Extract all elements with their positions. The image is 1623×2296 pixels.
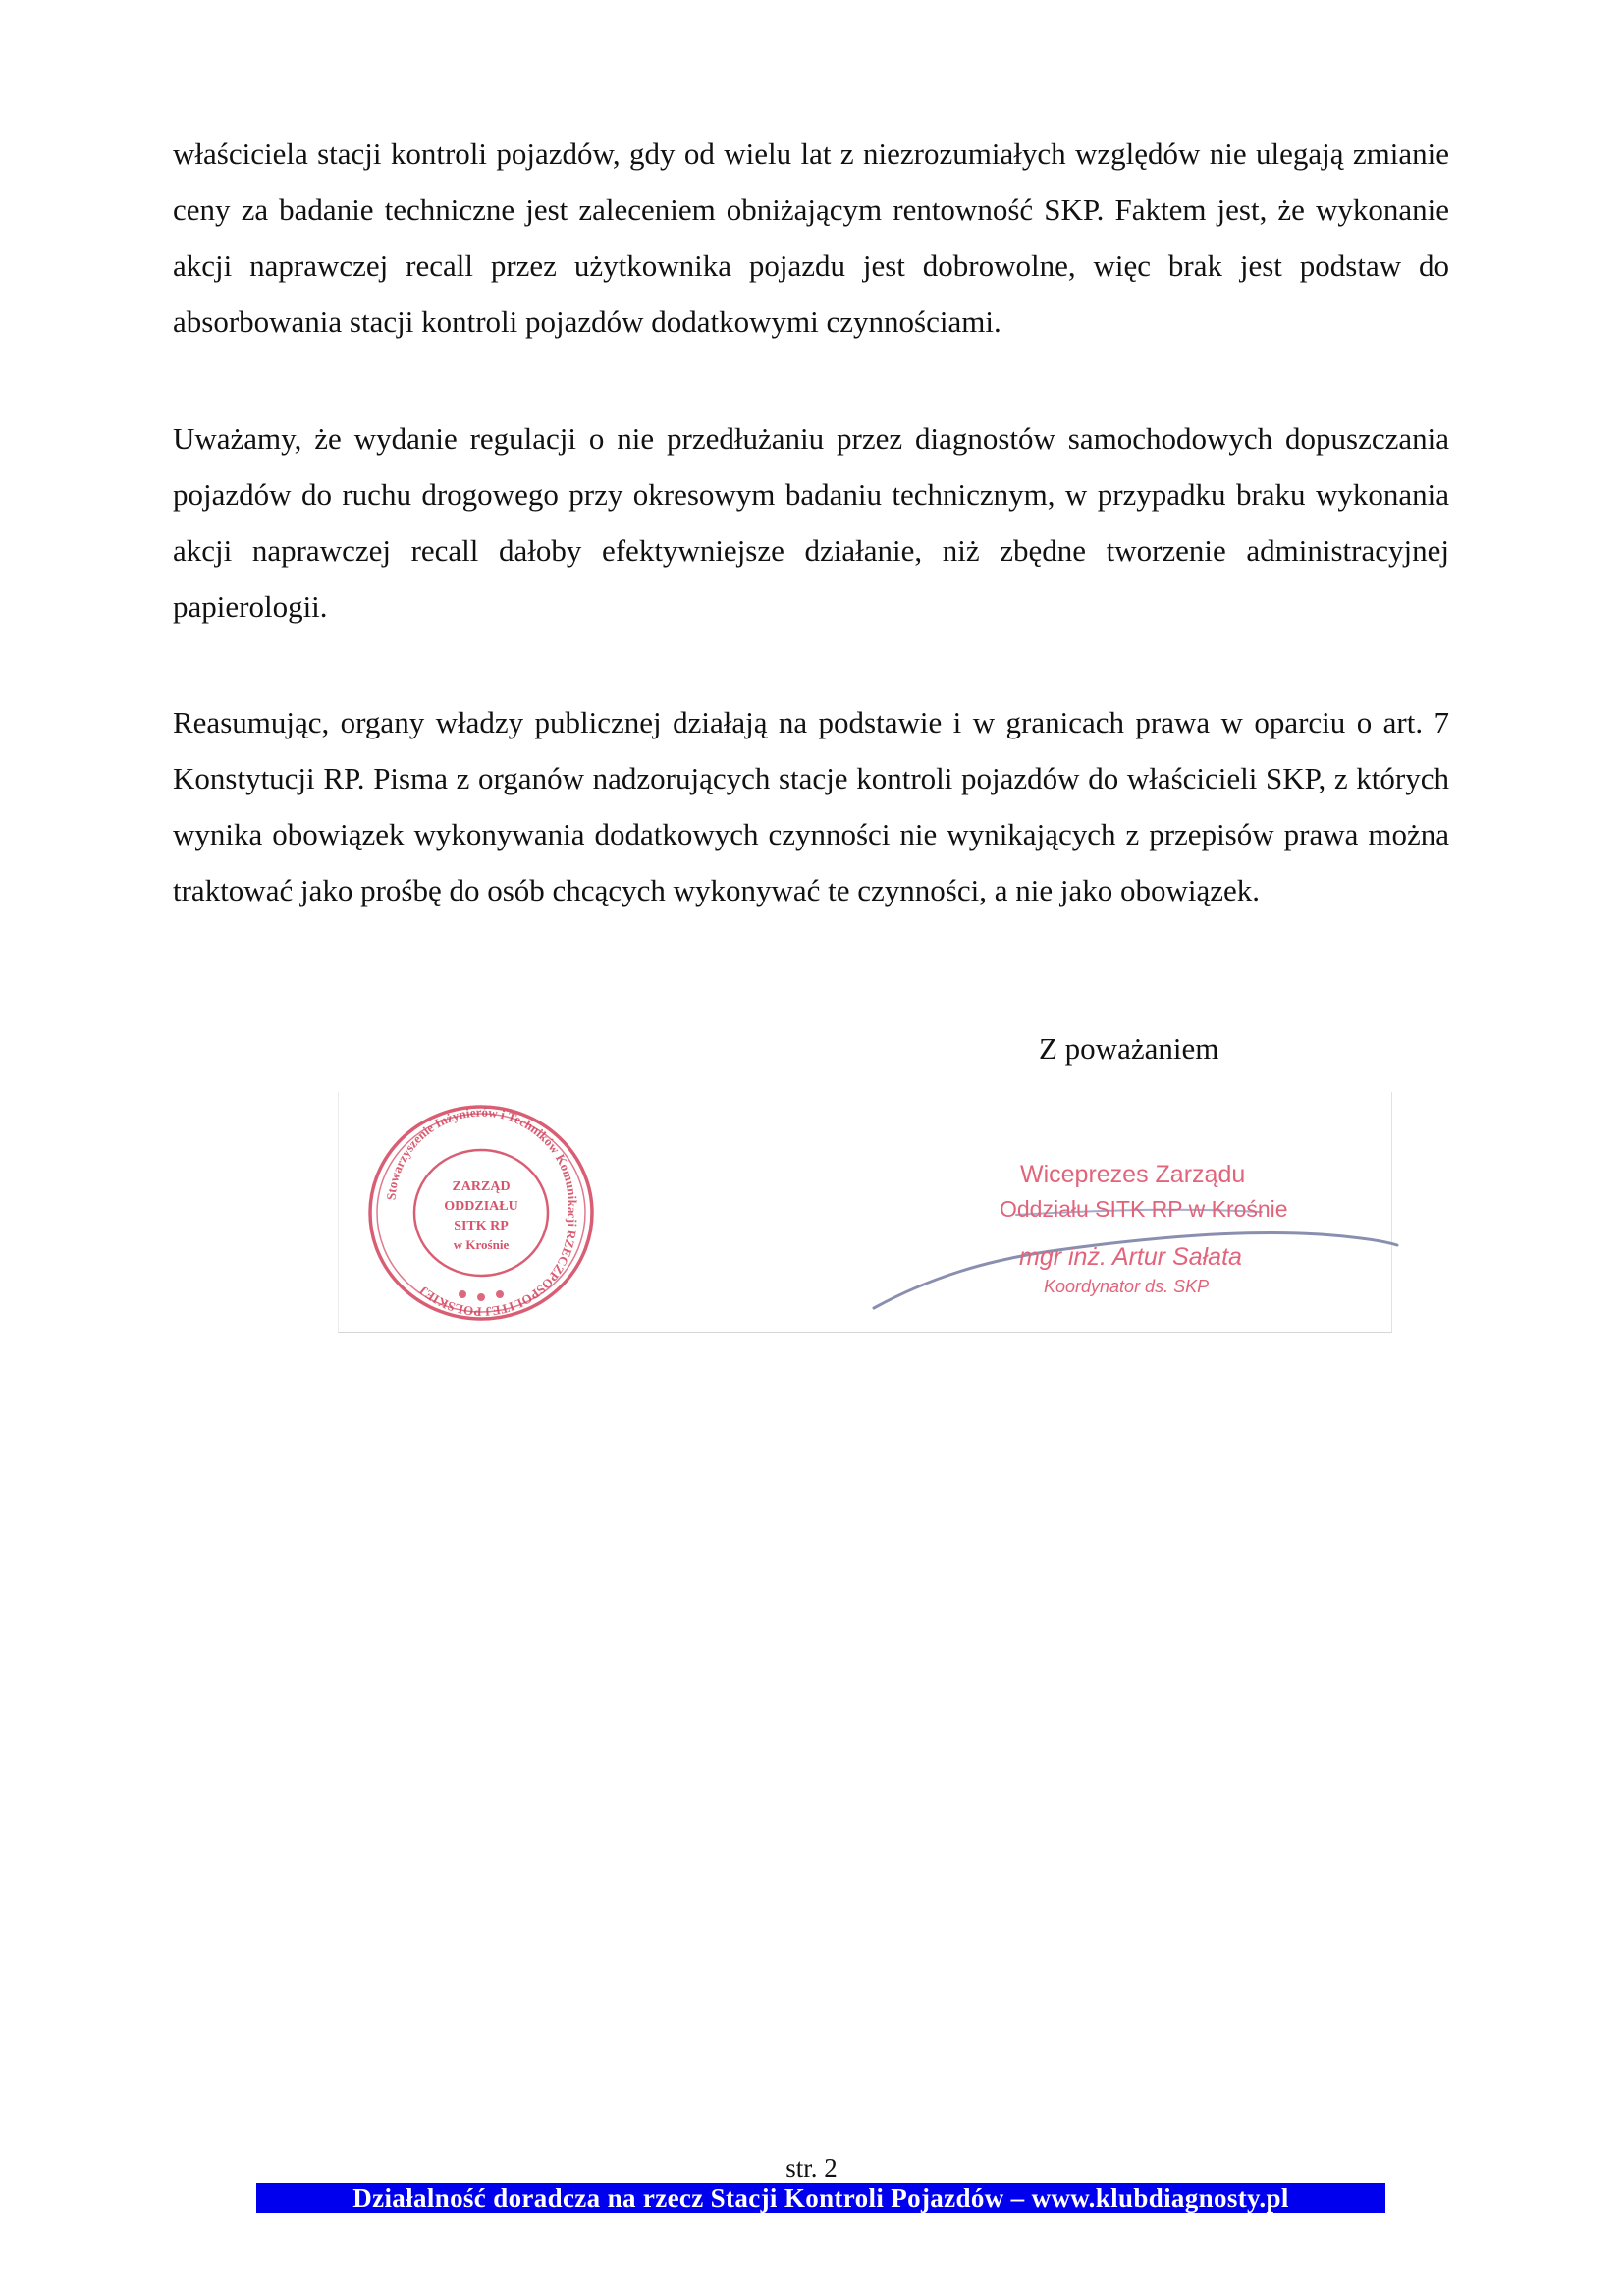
signatory-role: Koordynator ds. SKP bbox=[1044, 1277, 1210, 1296]
svg-text:SITK RP: SITK RP bbox=[454, 1219, 509, 1233]
svg-text:ODDZIAŁU: ODDZIAŁU bbox=[444, 1199, 518, 1214]
paragraph-3 bbox=[173, 694, 1449, 918]
paragraph-1-text: właściciela stacji kontroli pojazdów, gdy od wielu lat z niezrozumiałych względów nie ulegają zmianie ceny za badanie techniczne jest zaleceniem obniżającym rentowność SKP. Faktem jest, że wykonanie akcji naprawczej recall przez użytkownika pojazdu jest dobrowolne, więc brak jest podstaw do absorbowania stacji kontroli pojazdów dodatkowymi czynnościami. bbox=[173, 137, 1449, 339]
signatory-title: Wiceprezes Zarządu bbox=[1020, 1161, 1246, 1188]
signatory-name: mgr inż. Artur Sałata bbox=[1019, 1243, 1242, 1271]
paragraph-3-text: Reasumując, organy władzy publicznej działają na podstawie i w granicach prawa w oparciu o art. 7 Konstytucji RP. Pisma z organów nadzorujących stacje kontroli pojazdów do właścicieli SKP, z których wynika obowiązek wykonywania dodatkowych czynności nie wynikających z przepisów prawa można traktować jako prośbę do osób chcących wykonywać te czynności, a nie jako obowiązek. bbox=[173, 705, 1449, 907]
paragraph-2-text: Uważamy, że wydanie regulacji o nie przedłużaniu przez diagnostów samochodowych dopuszczania pojazdów do ruchu drogowego przy okresowym badaniu technicznym, w przypadku braku wykonania akcji naprawczej recall dałoby efektywniejsze działanie, niż zbędne tworzenie administracyjnej papierologii. bbox=[173, 421, 1449, 624]
signature-block bbox=[338, 1092, 1392, 1333]
footer-banner: Działalność doradcza na rzecz Stacji Kontroli Pojazdów – www.klubdiagnosty.pl bbox=[256, 2183, 1385, 2213]
svg-text:ZARZĄD: ZARZĄD bbox=[452, 1179, 511, 1194]
signatory-unit: Oddziału SITK RP w Krośnie bbox=[1000, 1196, 1288, 1222]
paragraph-1 bbox=[173, 126, 1449, 350]
closing-salutation: Z poważaniem bbox=[1039, 1031, 1219, 1066]
page-number: str. 2 bbox=[785, 2154, 838, 2183]
svg-text:Stowarzyszenie Inżynierów i Te: Stowarzyszenie Inżynierów i Techników Komunikacji RZECZPOSPOLITEJ POLSKIEJ bbox=[383, 1104, 580, 1320]
svg-text:w Krośnie: w Krośnie bbox=[453, 1237, 510, 1252]
official-stamp-icon bbox=[366, 1102, 597, 1323]
paragraph-2 bbox=[173, 410, 1449, 634]
